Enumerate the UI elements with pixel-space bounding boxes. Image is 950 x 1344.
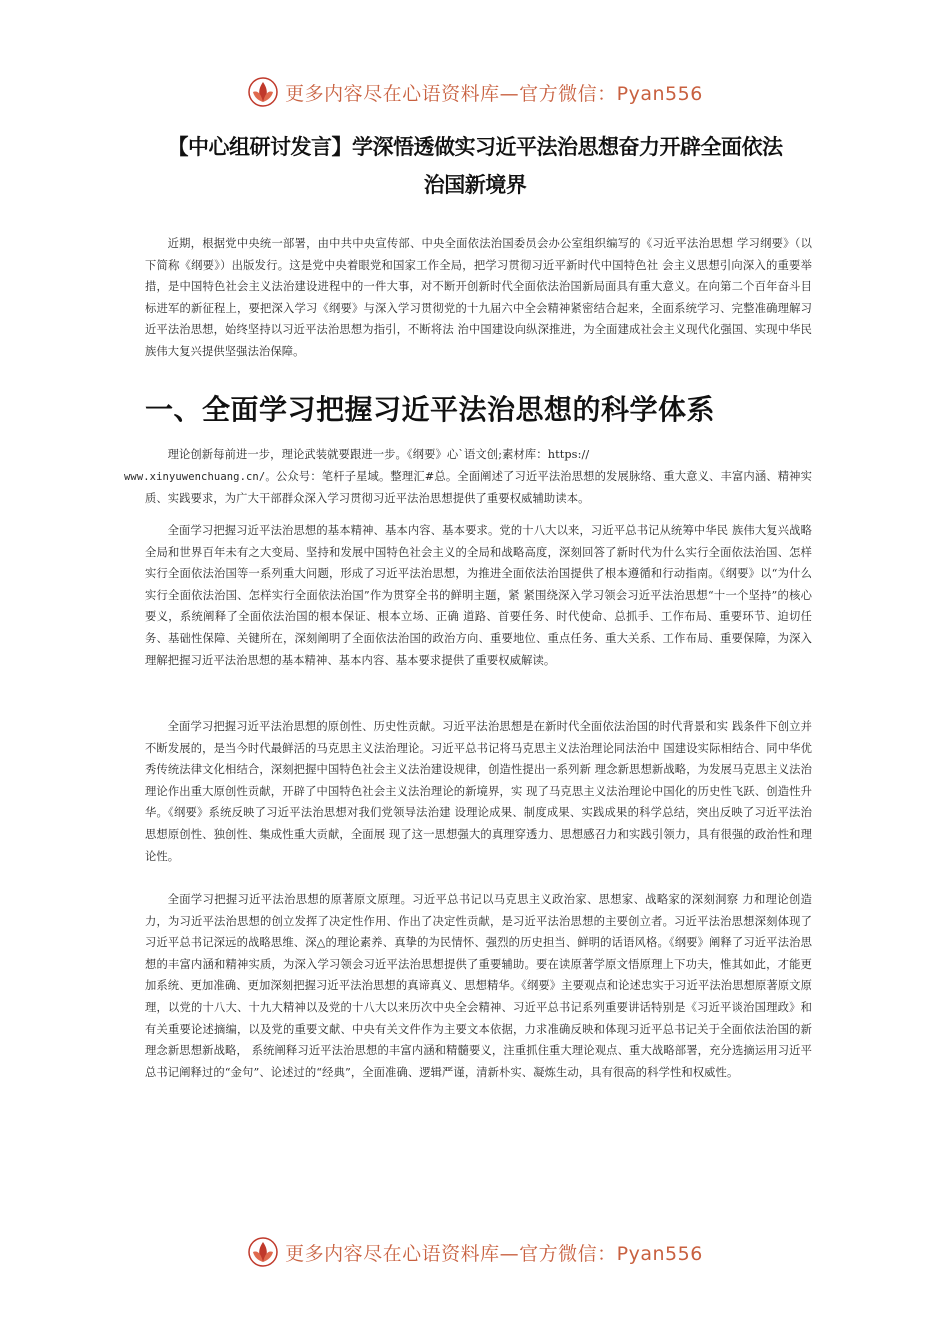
red-lotus-logo-icon [247, 76, 279, 108]
title-line-1: 【中心组研讨发言】学深悟透做实习近平法治思想奋力开辟全面依法 [167, 135, 783, 159]
footer-banner [0, 1234, 950, 1270]
section-heading-1: 一、全面学习把握习近平法治思想的科学体系 [145, 393, 716, 426]
paragraph-2-part-a: 理论创新每前进一步，理论武装就要跟进一步。《纲要》心`语文创;素材库：https:// [167, 448, 590, 461]
paragraph-2 [124, 444, 813, 510]
document-title [120, 128, 830, 204]
intro-paragraph-block [145, 233, 812, 363]
title-line-2: 治国新境界 [423, 173, 527, 197]
paragraph-3: 全面学习把握习近平法治思想的基本精神、基本内容、基本要求。党的十八大以来，习近平总书记从统筹中华民 族伟大复兴战略全局和世界百年未有之大变局、坚持和发展中国特色社会主义的全局和战略高度，深刻回答了新时代为什么实行全面依法治国、怎样实行全面依法治国等一系列重大问题，形成了习近平法治思想，为推进全面依法治国提供了根本遵循和行动指南。《纲要》以“为什么实行全面依法治国、怎样实行全面依法治国”作为贯穿全书的鲜明主题，紧 紧围绕深入学习领会习近平法治思想“十一个坚持”的核心要义，系统阐释了全面依法治国的根本保证、根本立场、正确 道路、首要任务、时代使命、总抓手、工作布局、重要环节、迫切任务、基础性保障、关键所在，深刻阐明了全面依法治国的政治方向、重要地位、重点任务、重大关系、工作布局、重要保障，为深入理解把握习近平法治思想的基本精神、基本内容、基本要求提供了重要权威解读。 [145, 524, 812, 667]
paragraph-4: 全面学习把握习近平法治思想的原创性、历史性贡献。习近平法治思想是在新时代全面依法治国的时代背景和实 践条件下创立并不断发展的，是当今时代最鲜活的马克思主义法治理论。习近平总书记将马克思主义法治理论同法治中 国建设实际相结合、同中华优秀传统法律文化相结合，深刻把握中国特色社会主义法治建设规律，创造性提出一系列新 理念新思想新战略，为发展马克思主义法治理论作出重大原创性贡献，开辟了中国特色社会主义法治理论的新境界，实 现了马克思主义法治理论中国化的历史性飞跃、创造性升华。《纲要》系统反映了习近平法治思想对我们党领导法治建 设理论成果、制度成果、实践成果的科学总结，突出反映了习近平法治思想原创性、独创性、集成性重大贡献，全面展 现了这一思想强大的真理穿透力、思想感召力和实践引领力，具有很强的政治性和理论性。 [145, 720, 812, 863]
paragraph-4-block [145, 716, 812, 867]
intro-paragraph: 近期，根据党中央统一部署，由中共中央宣传部、中央全面依法治国委员会办公室组织编写的《习近平法治思想 学习纲要》（以下简称《纲要》）出版发行。这是党中央着眼党和国家工作全局，把学习贯彻习近平新时代中国特色社 会主义思想引向深入的重要举措，是中国特色社会主义法治建设进程中的一件大事，对不断开创新时代全面依法治国新局面具有重大意义。在向第二个百年奋斗目标进军的新征程上，要把深入学习《纲要》与深入学习贯彻党的十九届六中全会精神紧密结合起来，全面系统学习、完整准确理解习近平法治思想，始终坚持以习近平法治思想为指引，不断将法 治中国建设向纵深推进，为全面建成社会主义现代化强国、实现中华民族伟大复兴提供坚强法治保障。 [145, 237, 812, 358]
paragraph-5-block [145, 889, 812, 1083]
paragraph-2-block [124, 444, 813, 510]
paragraph-5: 全面学习把握习近平法治思想的原著原文原理。习近平总书记以马克思主义政治家、思想家、战略家的深刻洞察 力和理论创造力，为习近平法治思想的创立发挥了决定性作用、作出了决定性贡献，是习近平法治思想的主要创立者。习近平法治思想深刻体现了习近平总书记深远的战略思维、深△的理论素养、真挚的为民情怀、强烈的历史担当、鲜明的话语风格。《纲要》阐释了习近平法治思想的丰富内涵和精神实质，为深入学习领会习近平法治思想提供了重要辅助。要在读原著学原文悟原理上下功夫，惟其如此，才能更加系统、更加准确、更加深刻把握习近平法治思想的真谛真义、思想精华。《纲要》主要观点和论述忠实于习近平法治思想原著原文原理，以党的十八大、十九大精神以及党的十八大以来历次中央全会精神、习近平总书记系列重要讲话特别是《习近平谈治国理政》和有关重要论述摘编，以及党的重要文献、中央有关文件作为主要文本依据，力求准确反映和体现习近平总书记关于全面依法治国的新理念新思想新战略， 系统阐释习近平法治思想的丰富内涵和精髓要义，注重抓住重大理论观点、重大战略部署，充分选摘运用习近平总书记阐释过的“金句”、论述过的“经典”，全面准确、逻辑严谨，清新朴实、凝炼生动，具有很高的科学性和权威性。 [145, 893, 812, 1079]
header-banner [0, 74, 950, 110]
red-lotus-logo-icon [247, 1236, 279, 1268]
banner-text: 更多内容尽在心语资料库—官方微信：Pyan556 [285, 1242, 703, 1265]
paragraph-3-block [145, 520, 812, 671]
paragraph-2-url: www.xinyuwenchuang.cn/。 [124, 470, 276, 483]
paragraph-2-part-c: 公众号：笔杆子星域。整理汇#总。全面阐述了习近平法治思想的发展脉络、重大意义、丰富内涵、精神实质、实践要求，为广大干部群众深入学习贯彻习近平法治思想提供了重要权威辅助读本。 [145, 469, 813, 506]
banner-text: 更多内容尽在心语资料库—官方微信：Pyan556 [285, 82, 703, 105]
